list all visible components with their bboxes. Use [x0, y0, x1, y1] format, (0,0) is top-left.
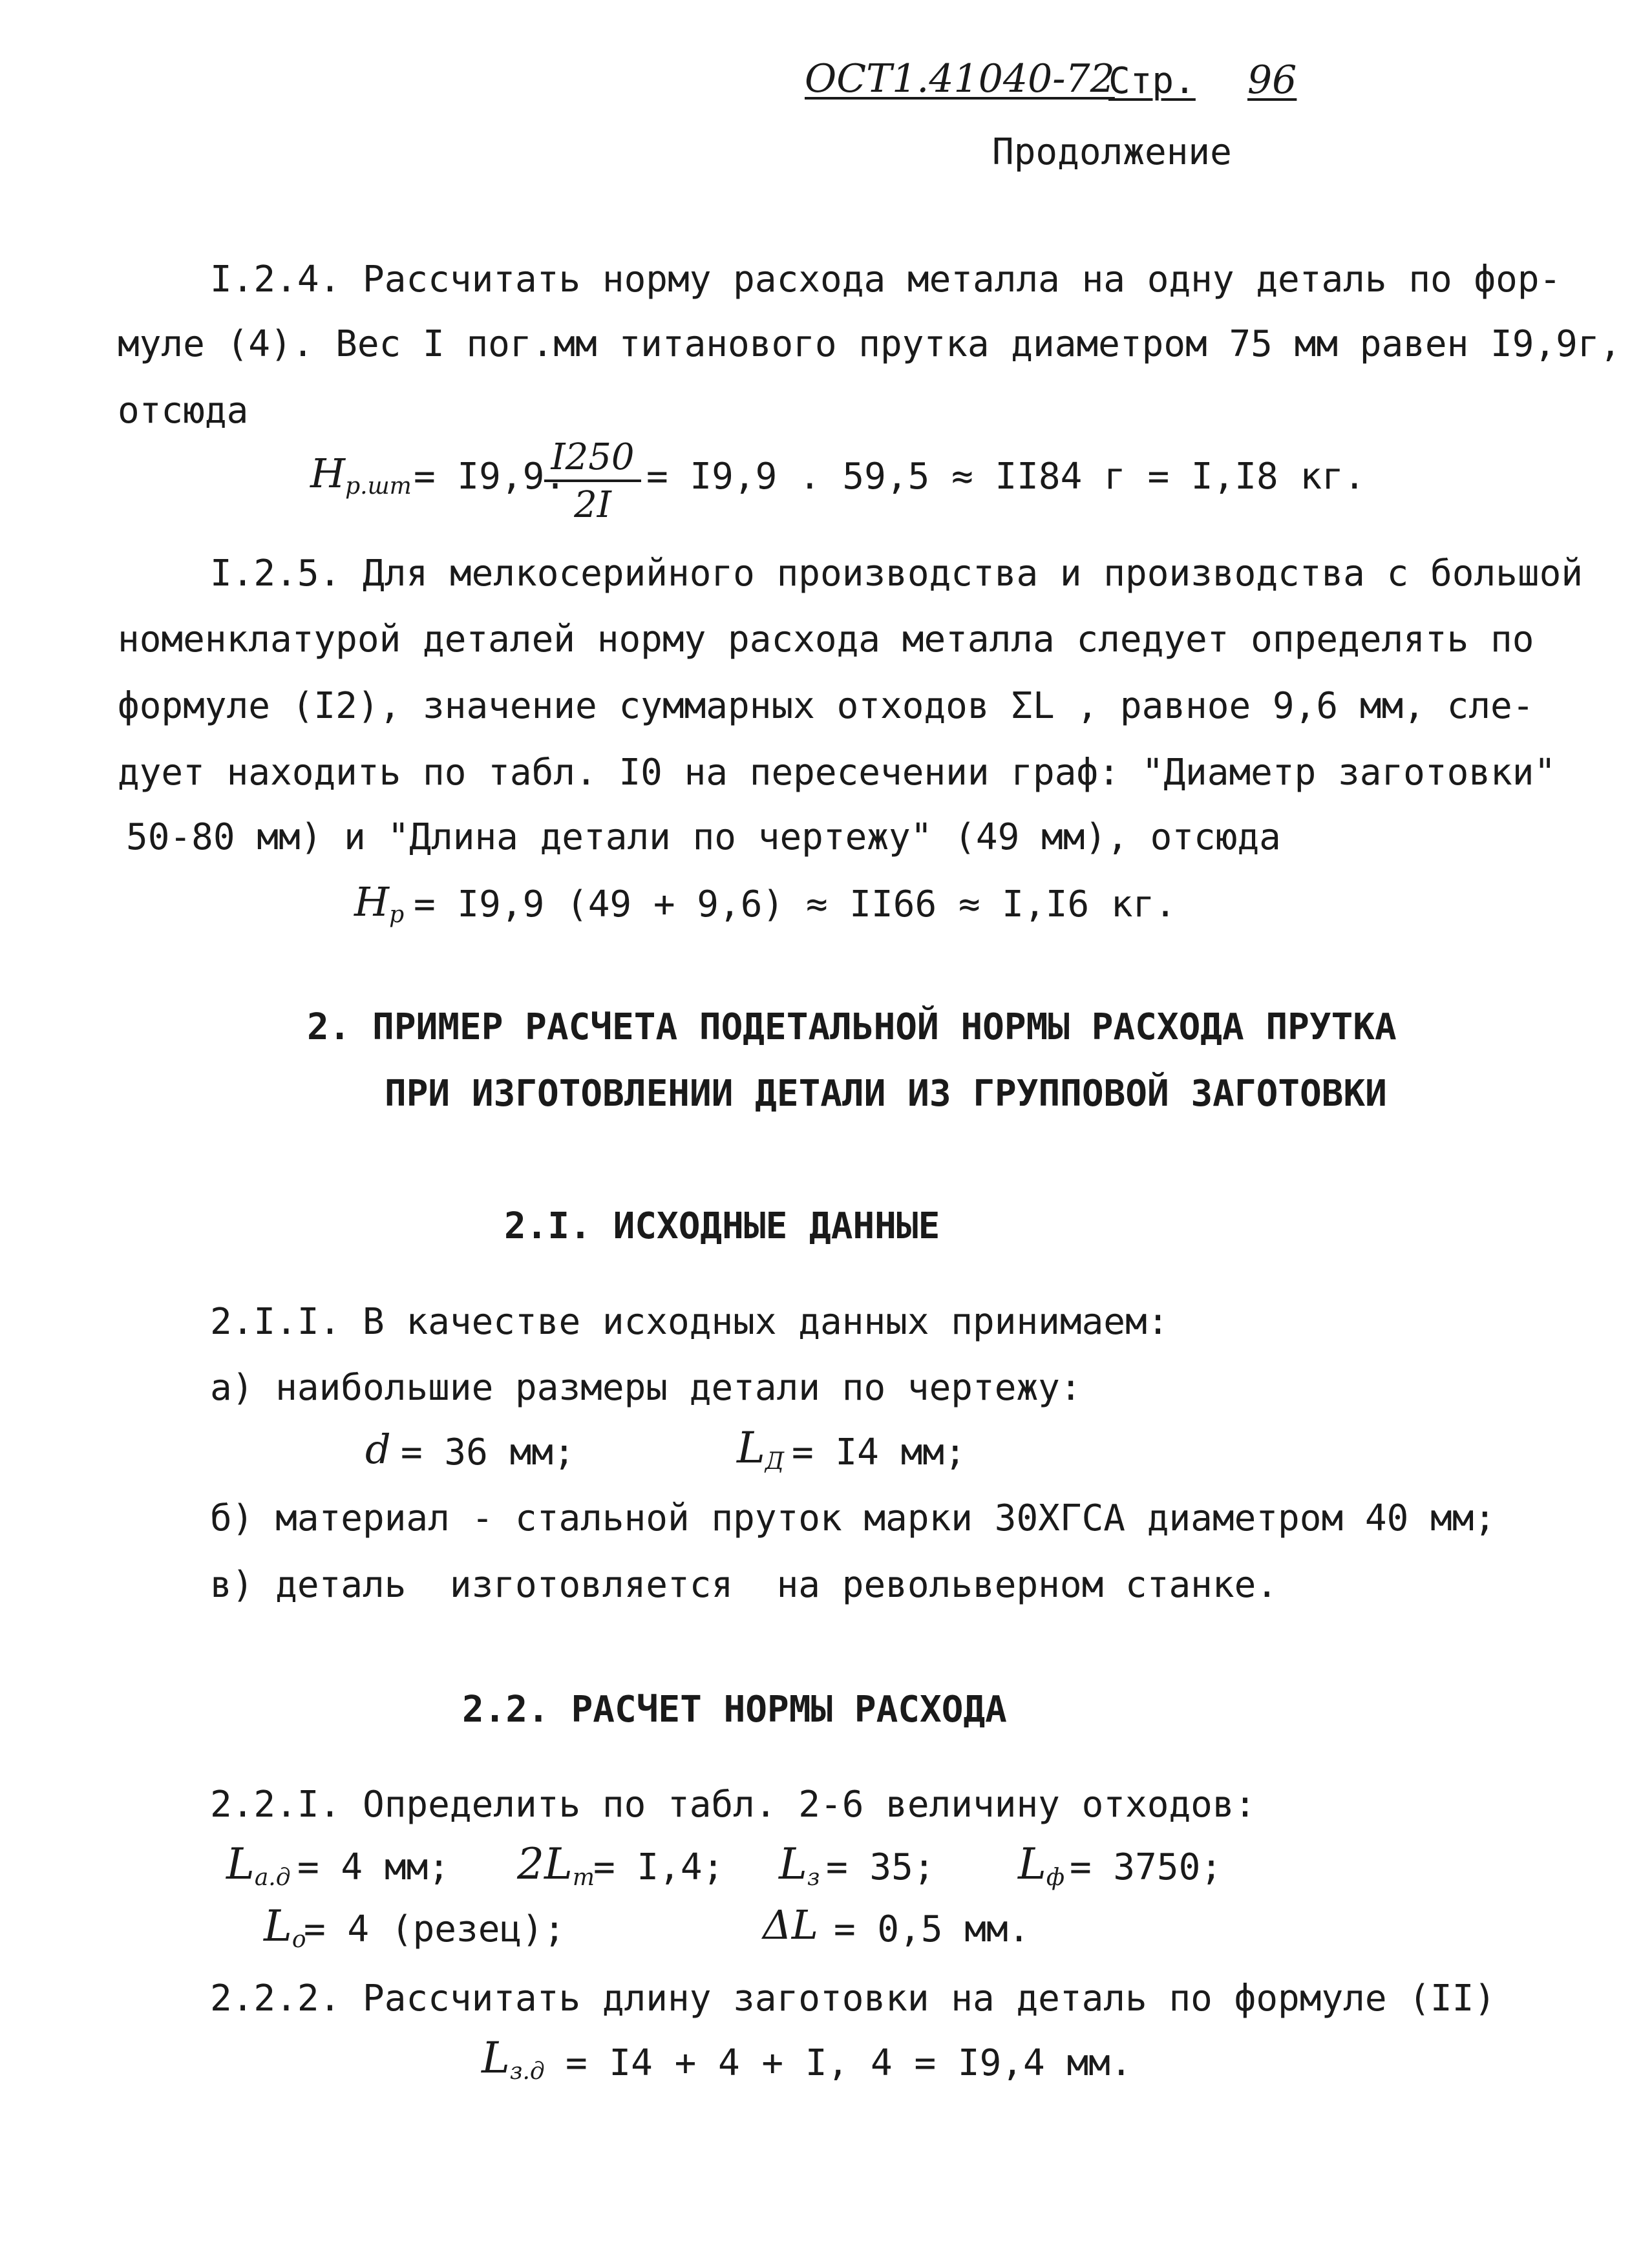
item-a: а) наибольшие размеры детали по чертежу: — [210, 1367, 1082, 1409]
para-125-line5: 50-80 мм) и "Длина детали по чертежу" (49 мм), отсюда — [126, 816, 1281, 858]
lz-subscript: з — [807, 1864, 820, 1891]
formula-denominator: 2I — [574, 484, 611, 526]
lad-subscript: а.д — [254, 1864, 291, 1891]
formula-left: = I9,9. — [414, 456, 567, 498]
lz-value: = 35; — [826, 1846, 935, 1888]
formula-numerator: I250 — [544, 439, 641, 482]
page-number: 96 — [1247, 58, 1297, 103]
lzd-value: = I4 + 4 + I, 4 = I9,4 мм. — [566, 2042, 1132, 2084]
delta-l-value: = 0,5 мм. — [834, 1908, 1030, 1950]
lo-value: = 4 (резец); — [304, 1908, 566, 1950]
formula-right: = I9,9 . 59,5 ≈ II84 г = I,I8 кг. — [646, 456, 1366, 498]
para-124-line2: муле (4). Вес I пог.мм титанового прутка диаметром 75 мм равен I9,9г, — [118, 323, 1622, 365]
formula-h-subscript: р.шт — [345, 473, 412, 500]
section-21-title: 2.I. ИСХОДНЫЕ ДАННЫЕ — [504, 1205, 940, 1247]
formula-hr-symbol: Н — [354, 878, 390, 925]
zlt-value: = I,4; — [593, 1846, 725, 1888]
lad-symbol: L — [226, 1839, 255, 1889]
continuation-label: Продолжение — [992, 131, 1232, 173]
d-symbol: d — [365, 1426, 391, 1473]
d-value: = 36 мм; — [401, 1431, 575, 1473]
para-221-line1: 2.2.I. Определить по табл. 2-6 величину отходов: — [210, 1784, 1256, 1826]
formula-fraction — [544, 436, 641, 526]
section-2-title-line1: 2. ПРИМЕР РАСЧЕТА ПОДЕТАЛЬНОЙ НОРМЫ РАСХОДА ПРУТКА — [307, 1006, 1397, 1048]
para-222-line1: 2.2.2. Рассчитать длину заготовки на деталь по формуле (II) — [210, 1978, 1496, 2020]
lzd-subscript: з.д — [509, 2058, 545, 2085]
formula-h-symbol: Н — [310, 450, 346, 497]
zlt-symbol: 2L — [517, 1839, 573, 1889]
para-125-line3: формуле (I2), значение суммарных отходов ΣL , равное 9,6 мм, сле- — [118, 685, 1534, 727]
ld-value: = I4 мм; — [792, 1431, 966, 1473]
zlt-subscript: т — [572, 1864, 595, 1891]
lzd-symbol: L — [482, 2033, 510, 2083]
ld-subscript: Д — [765, 1448, 785, 1475]
ld-symbol: L — [737, 1423, 765, 1473]
lad-value: = 4 мм; — [297, 1846, 450, 1888]
section-22-title: 2.2. РАСЧЕТ НОРМЫ РАСХОДА — [462, 1689, 1007, 1731]
lz-symbol: L — [779, 1839, 807, 1889]
lf-value: = 3750; — [1070, 1846, 1223, 1888]
delta-l-symbol: ΔL — [763, 1901, 818, 1948]
para-124-line3: отсюда — [118, 390, 249, 432]
lf-subscript: ф — [1046, 1864, 1065, 1891]
para-211-line1: 2.I.I. В качестве исходных данных принимаем: — [210, 1301, 1169, 1343]
para-124-line1: I.2.4. Рассчитать норму расхода металла на одну деталь по фор- — [210, 258, 1562, 301]
page-label: Стр. — [1108, 60, 1196, 102]
lo-symbol: L — [264, 1901, 292, 1951]
para-125-line2: номенклатурой деталей норму расхода металла следует определять по — [118, 618, 1534, 660]
item-b: б) материал - стальной пруток марки 30ХГСА диаметром 40 мм; — [210, 1497, 1496, 1539]
item-v: в) деталь изготовляется на револьверном станке. — [210, 1564, 1278, 1606]
formula-hr-right: = I9,9 (49 + 9,6) ≈ II66 ≈ I,I6 кг. — [414, 883, 1177, 925]
formula-hr-subscript: р — [389, 902, 405, 928]
lf-symbol: L — [1018, 1839, 1046, 1889]
section-2-title-line2: ПРИ ИЗГОТОВЛЕНИИ ДЕТАЛИ ИЗ ГРУППОВОЙ ЗАГОТОВКИ — [385, 1073, 1387, 1115]
para-125-line4: дует находить по табл. I0 на пересечении граф: "Диаметр заготовки" — [118, 752, 1556, 794]
document-code: ОСТ1.41040-72 — [805, 56, 1115, 101]
lo-subscript: о — [291, 1926, 306, 1953]
para-125-line1: I.2.5. Для мелкосерийного производства и производства с большой — [210, 553, 1583, 595]
